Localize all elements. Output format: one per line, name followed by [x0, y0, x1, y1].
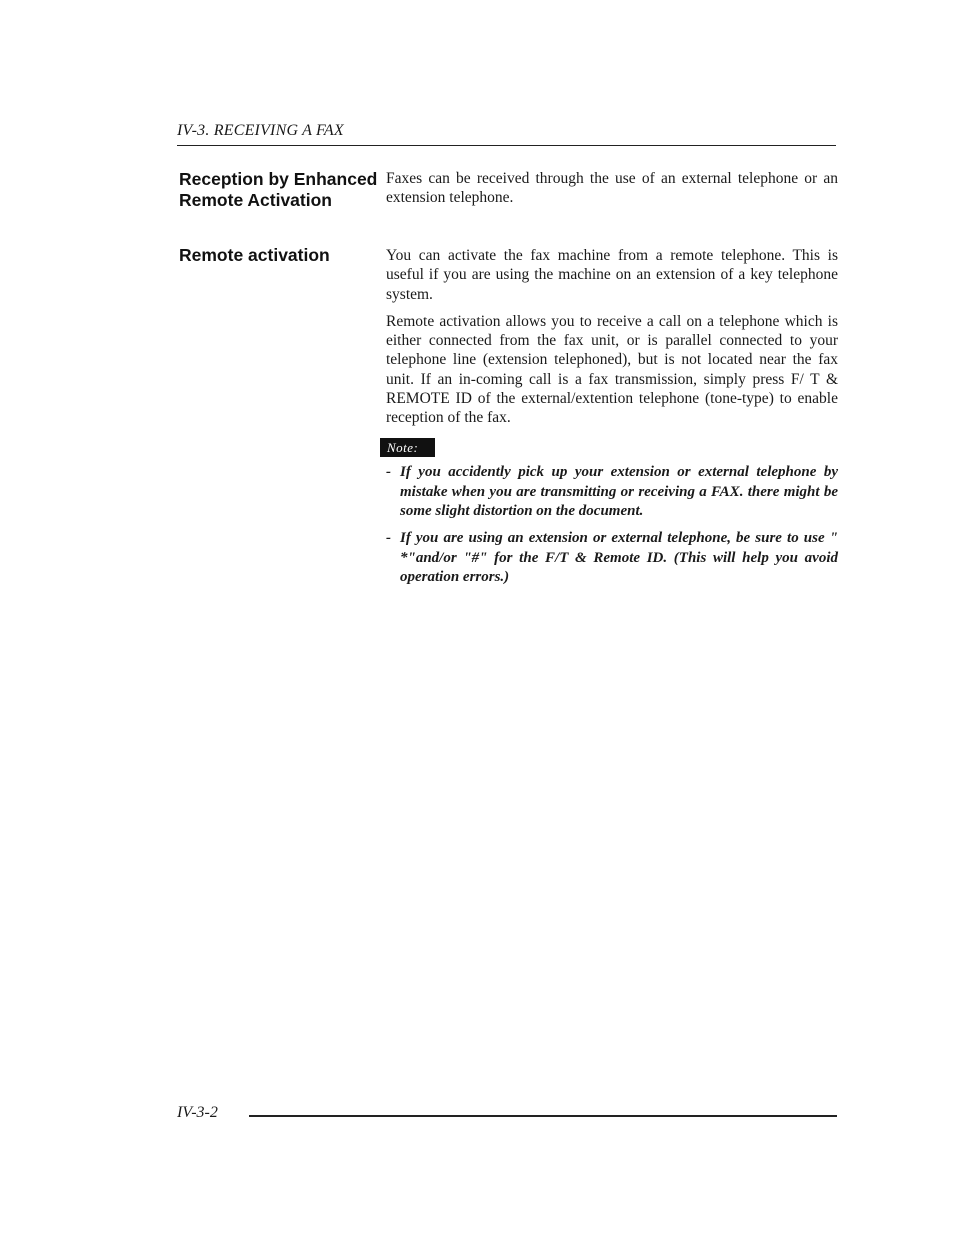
header-rule — [177, 145, 836, 146]
remote-activation-paragraph-2: Remote activation allows you to receive a call on a telephone which is either connected from the fax unit, or is parallel connected to your telephone line (extension telephoned), but is not located near the fax unit. If an in-coming call is a fax transmission, simply press F/ T & REMOTE ID of the external/extention telephone (tone-type) to enable reception of the fax. — [386, 312, 838, 427]
running-header: IV-3. RECEIVING A FAX — [177, 122, 344, 139]
note-item-1 — [386, 463, 838, 522]
reception-paragraph: Faxes can be received through the use of an external telephone or an extension telephone. — [386, 170, 838, 207]
note-item-text: If you accidently pick up your extension or external telephone by mistake when you are transmitting or receiving a FAX. there might be some slight distortion on the document. — [400, 464, 838, 519]
note-item-dash: - — [386, 530, 391, 546]
note-item-dash: - — [386, 464, 391, 480]
note-item-2 — [386, 529, 838, 588]
section-heading-remote-activation: Remote activation — [179, 245, 330, 265]
remote-activation-paragraph-1: You can activate the fax machine from a remote telephone. This is useful if you are using the machine on an extension of a key telephone system. — [386, 247, 838, 303]
section-body-remote-activation — [386, 246, 838, 428]
page-number: IV-3-2 — [177, 1104, 218, 1121]
section-body-reception — [386, 169, 838, 208]
section-heading-line1: Reception by Enhanced — [179, 169, 378, 189]
note-label: Note: — [380, 438, 435, 457]
note-item-text: If you are using an extension or external telephone, be sure to use " *"and/or "#" for the F/T & Remote ID. (This will help you avoid operation errors.) — [400, 530, 838, 585]
section-heading-reception — [179, 169, 377, 211]
footer-rule — [249, 1115, 837, 1117]
section-heading-line2: Remote Activation — [179, 190, 332, 210]
